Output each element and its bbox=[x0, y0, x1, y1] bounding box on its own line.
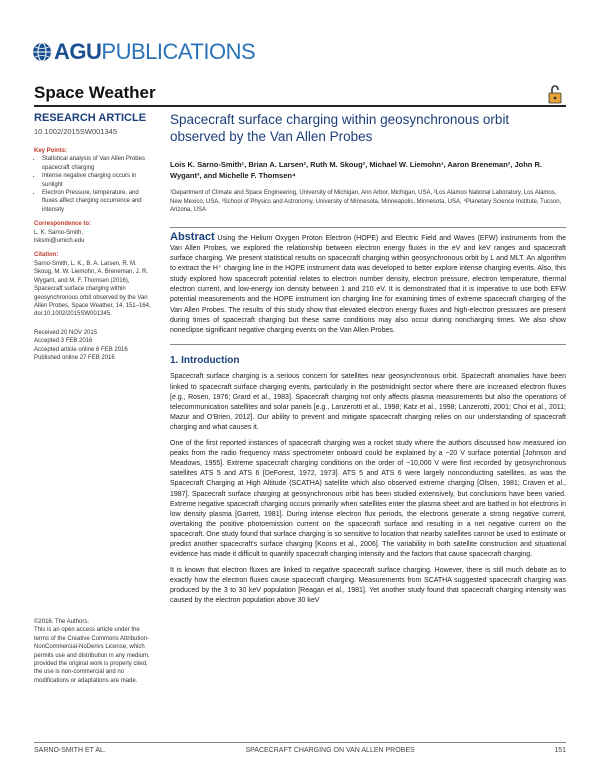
sidebar bbox=[34, 112, 156, 362]
abstract-rule-top bbox=[170, 227, 566, 228]
body-paragraph: One of the first reported instances of spacecraft charging was a rocket study where the authors discussed how measured ion peaks from the radio frequency mass spectrometer onboard could be explained by a −20 V surface potential [Johnson and Meadows, 1955]. Extreme spacecraft charging conditions on the order of −10,000 V were first recorded by geosynchronous satellites ATS 5 and ATS 6 [DeForest, 1972, 1973]. ATS 5 and ATS 6 were largely nonconducting satellites, as was the Spacecraft Charging at High Altitude (SCATHA) satellite which also observed extreme charging [Olsen, 1981; Craven et al., 1987]. Spacecraft surface charging at geosynchronous orbit has been studied extensively, but conclusions have been varied. Extreme negative spacecraft charging occurs primarily when satellites enter the plasma sheet and are bathed in hot electrons in low density plasma [Garrett, 1981]. During intense electron flux periods, the electrons generate a strong negative current, overtaking the positive photoemission current on the spacecraft surface and resulting in a net negative current on the spacecraft. One study found that surface charging is so sensitive to location that nearby satellites cannot be used to estimate or predict another spacecraft's surface charging [Koons et al., 2006]. The variability in both satellite construction and situational evidence has made it difficult to quantify spacecraft charging intensity and the factors that cause spacecraft charging. bbox=[170, 440, 566, 559]
abstract bbox=[170, 232, 566, 337]
citation-heading: Citation: bbox=[34, 252, 59, 259]
publisher-logo bbox=[32, 40, 255, 64]
abstract-label: Abstract bbox=[170, 230, 215, 243]
correspondence-heading: Correspondence to: bbox=[34, 221, 92, 228]
footer-authors: SARNO-SMITH ET AL. bbox=[34, 747, 106, 754]
body-paragraph: It is known that electron fluxes are linked to negative spacecraft surface charging. However, there is still much debate as to exactly how the electron fluxes cause spacecraft charging. Measurements from SCATHA suggested spacecraft charging was produced by the 3 to 30 keV population [Reagan et al., 1981]. Yet another study found that spacecraft charging intensity was caused by the electron population above 30 keV bbox=[170, 567, 566, 605]
affiliations: ¹Department of Climate and Space Engineering, University of Michigan, Ann Arbor, Michigan, USA, ²Los Alamos National Laboratory, Los Alamos, New Mexico, USA, ³School of Physics and Astronomy, University of Minnesota, Minneapolis, Minnesota, USA, ⁴Planetary Science Institute, Tucson, Arizona, USA bbox=[170, 190, 562, 213]
abstract-text: Using the Helium Oxygen Proton Electron (HOPE) and Electric Field and Waves (EFW) instruments from the Van Allen Probes, we explored the relationship between electron energy fluxes in the eV and keV ranges and spacecraft surface charging. We present statistical results on spacecraft charging within geosynchronous orbit by L and MLT. An algorithm to extract the H⁺ charging line in the HOPE instrument data was developed to better explore intense charging events. Also, this study explored how spacecraft potential relates to electron number density, electron pressure, electron temperature, thermal electron current, and low-energy ion density between 1 and 210 eV. It is demonstrated that it is imperative to use both EFW potential measurements and the HOPE instrument ion charging line for examining times of extreme spacecraft charging of the Van Allen Probes. The results of this study show that elevated electron energy fluxes and high-electron pressures are present during times of spacecraft charging but these same conditions may also occur during noncharging times. We also show noneclipse significant negative charging events on the Van Allen Probes. bbox=[170, 234, 567, 335]
doi[interactable]: 10.1002/2015SW001345 bbox=[34, 127, 117, 136]
section-heading: 1. Introduction bbox=[170, 355, 240, 367]
date-received: Received 20 NOV 2015 bbox=[34, 329, 98, 336]
article-title: Spacecraft surface charging within geosynchronous orbit observed by the Van Allen Probes bbox=[170, 112, 510, 144]
agu-globe-icon bbox=[32, 42, 52, 62]
correspondence-text[interactable]: L. K. Sarno-Smith, lsksmi@umich.edu bbox=[34, 229, 85, 245]
page-number: 151 bbox=[554, 747, 566, 754]
key-points bbox=[34, 147, 156, 214]
key-point: • Statistical analysis of Van Allen Probes spacecraft charging bbox=[42, 155, 156, 172]
key-points-heading: Key Points: bbox=[34, 148, 68, 154]
open-lock-icon bbox=[548, 84, 562, 104]
journal-rule bbox=[34, 105, 566, 107]
citation-text: Sarno-Smith, L. K., B. A. Larsen, R. M. Skoug, M. W. Liemohn, A. Breneman, J. R. Wygant, and M. F. Thomsen (2016), Spacecraft surface charging within geosynchronous orbit observed by the Van Allen Probes, Space Weather, 14, 151–164, doi:10.1002/2015SW001345. bbox=[34, 260, 151, 318]
author-list: Lois K. Sarno-Smith¹, Brian A. Larsen², Ruth M. Skoug², Michael W. Liemohn¹, Aaron Breneman³, John R. Wygant³, and Michelle F. Thomsen⁴ bbox=[170, 160, 542, 180]
key-point: • Electron Pressure, temperature, and fluxes affect charging occurrence and intensity bbox=[42, 189, 156, 214]
key-point: • Intense negative charging occurs in sunlight bbox=[42, 172, 156, 189]
logo-publications-text: PUBLICATIONS bbox=[101, 39, 256, 64]
page-footer bbox=[34, 742, 566, 754]
date-published: Published online 27 FEB 2016 bbox=[34, 354, 115, 361]
article-dates bbox=[34, 329, 156, 363]
logo-agu-text: AGU bbox=[54, 39, 102, 64]
journal-name: Space Weather bbox=[34, 83, 156, 102]
article-type: RESEARCH ARTICLE bbox=[34, 112, 147, 124]
main-content bbox=[170, 112, 566, 613]
correspondence bbox=[34, 220, 156, 245]
abstract-rule-bottom bbox=[170, 344, 566, 345]
license-text: ©2016. The Authors. This is an open access article under the terms of the Creative Commons Attribution-NonCommercial-NoDerivs License, which permits use and distribution in any medium, provided the original work is properly cited, the use is non-commercial and no modifications or adaptations are made. bbox=[34, 619, 150, 684]
date-accepted-online: Accepted article online 6 FEB 2016 bbox=[34, 346, 128, 353]
citation bbox=[34, 251, 156, 318]
body-paragraph: Spacecraft surface charging is a serious concern for satellites near geosynchronous orbit. Spacecraft anomalies have been linked to spacecraft surface charging events, particularly in the postmidnight sector where there are increased electron fluxes [e.g., Rosen, 1976; Grard et al., 1983]. Spacecraft charging not only affects plasma measurements but also the operations of telecommunication satellites and solar panels [e.g., Lanzerotti et al., 1998; Katz et al., 1998; Lanzerotti, 2001; Choi et al., 2011; Mazur and O'Brien, 2012]. Our ability to prevent and mitigate spacecraft charging relies on our understanding of spacecraft charging and what causes it. bbox=[170, 373, 566, 431]
footer-running-title: SPACECRAFT CHARGING ON VAN ALLEN PROBES bbox=[245, 747, 415, 754]
date-accepted: Accepted 3 FEB 2016 bbox=[34, 338, 93, 345]
